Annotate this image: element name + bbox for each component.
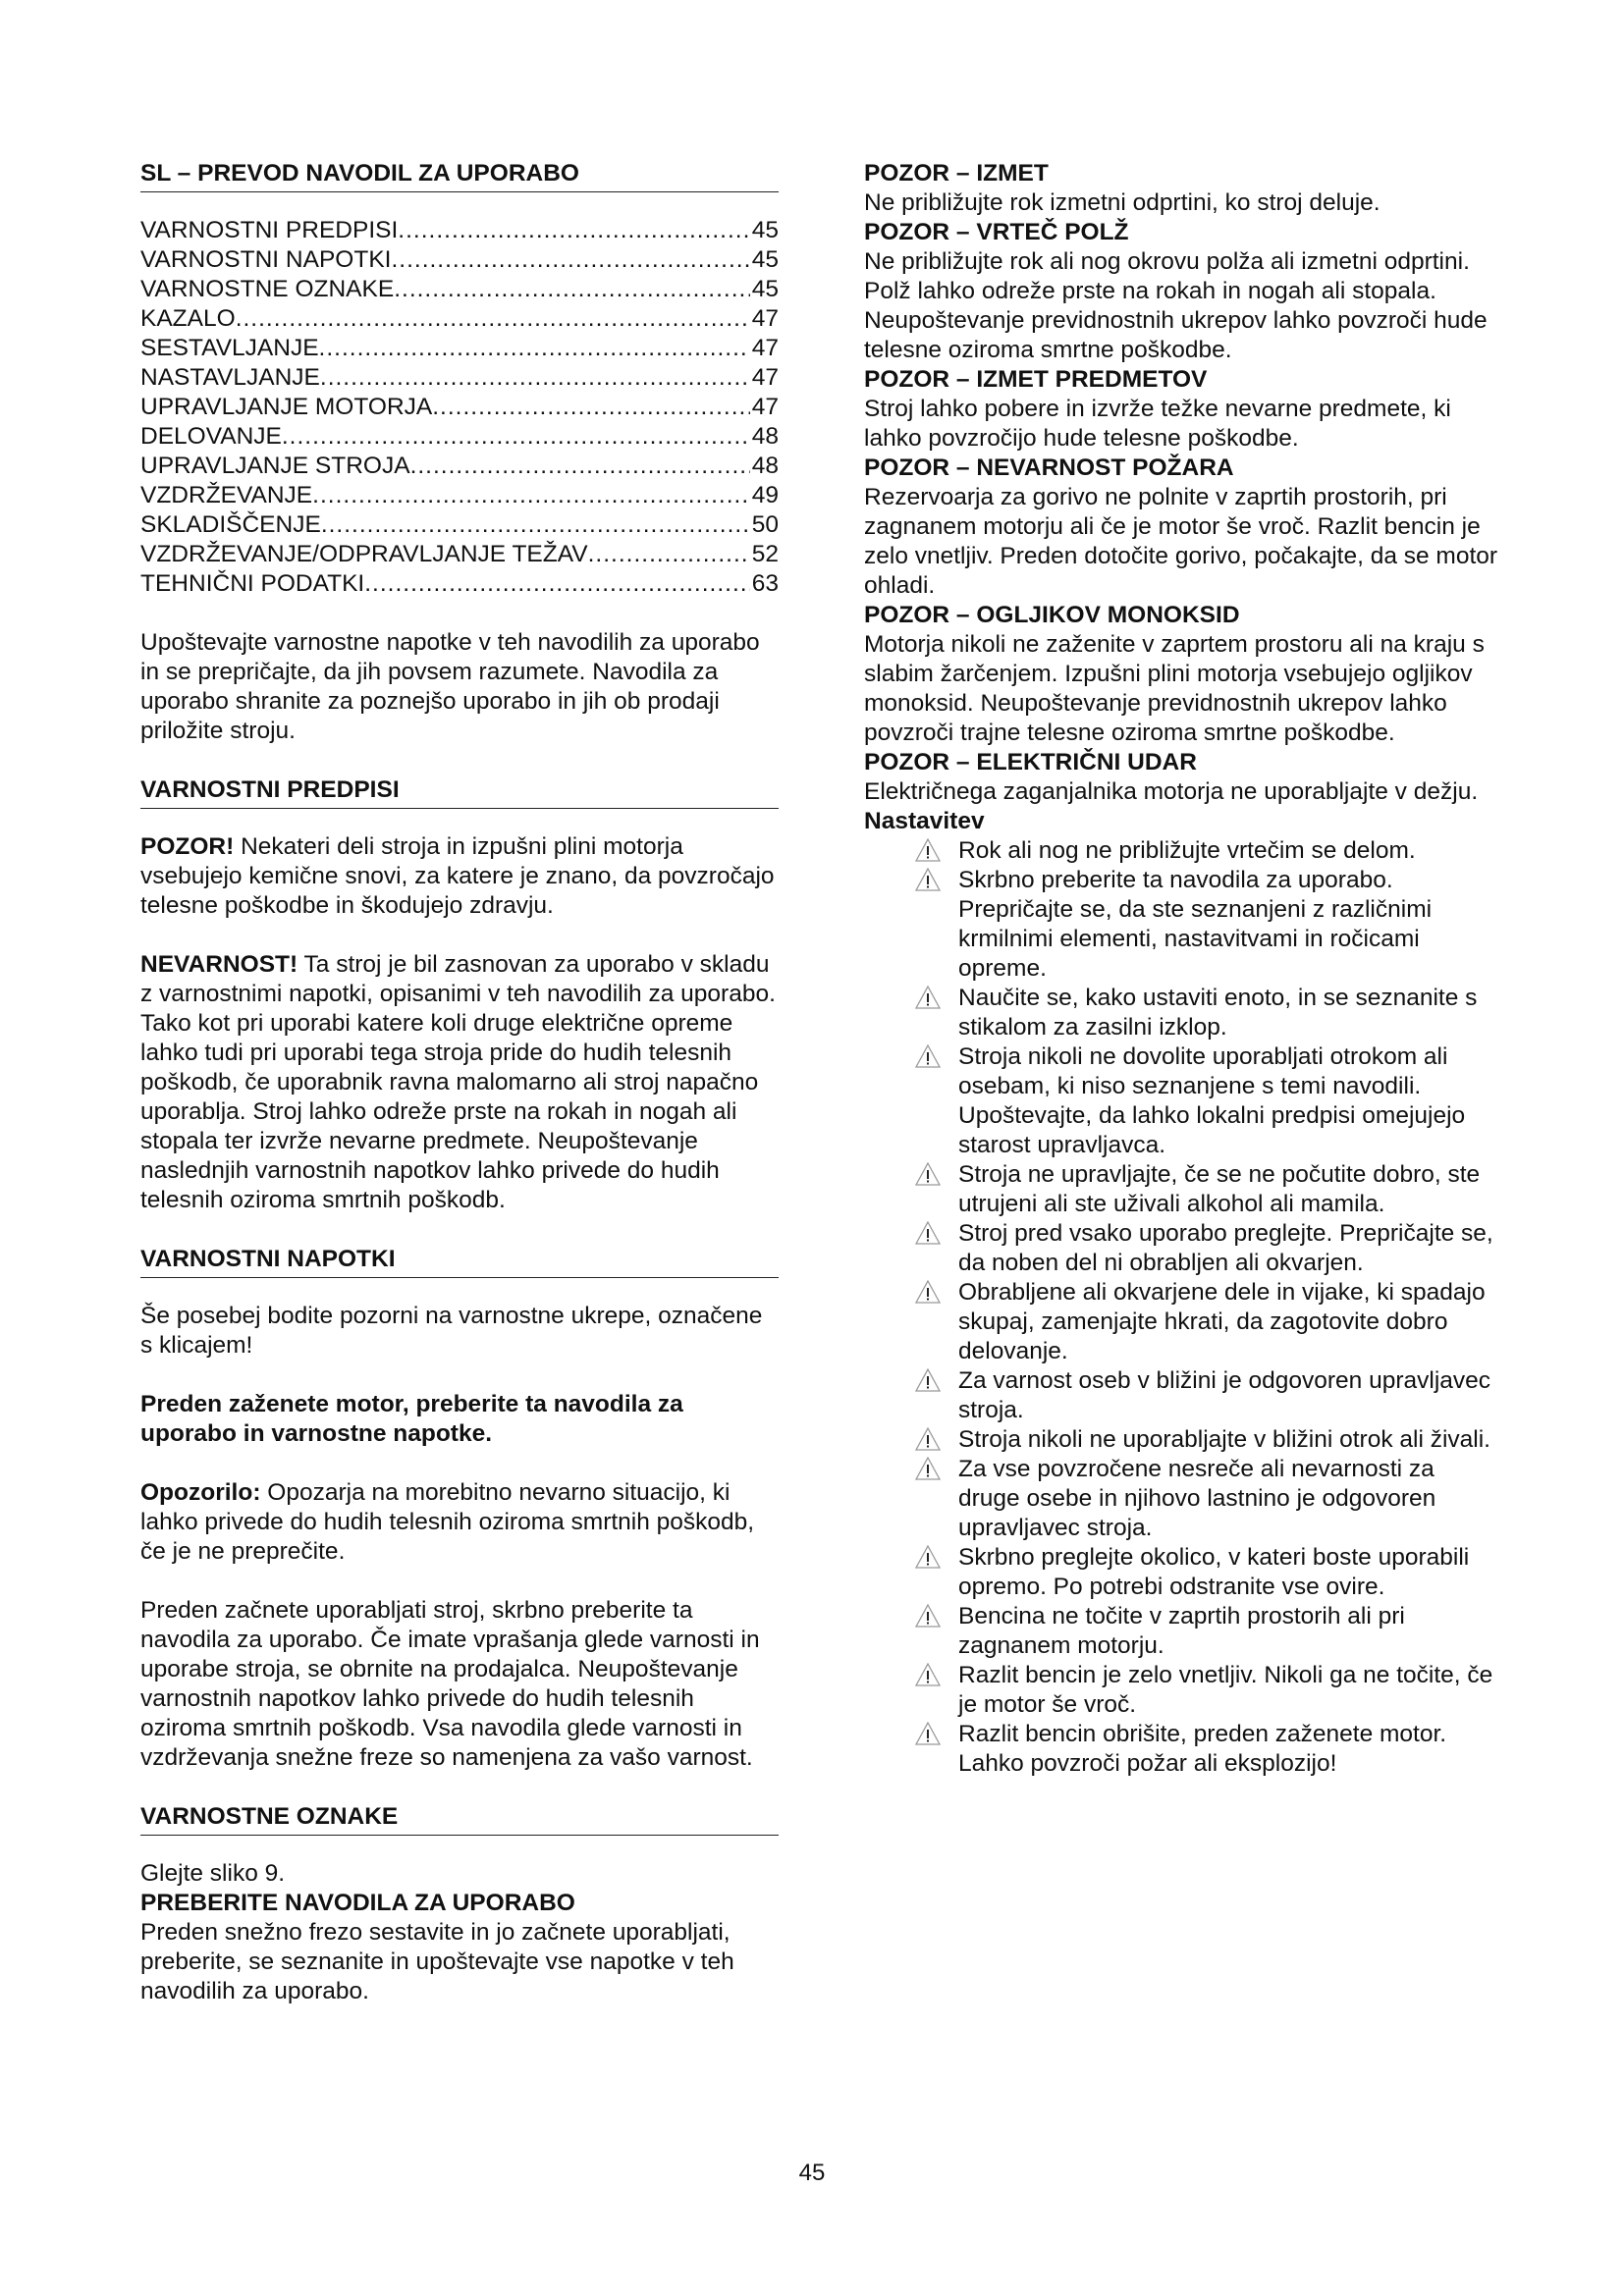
- list-item-text: Razlit bencin obrišite, preden zaženete motor. Lahko povzroči požar ali eksplozijo!: [958, 1721, 1447, 1777]
- list-item-text: Stroja nikoli ne uporabljajte v bližini otrok ali živali.: [958, 1426, 1490, 1453]
- list-item: [864, 984, 1502, 1042]
- paragraph: Opozorilo: Opozarja na morebitno nevarno situacijo, ki lahko privede do hudih telesnih oziroma smrtnih poškodb, če je ne preprečite.: [140, 1479, 755, 1565]
- section-heading-preberite-navodila: PREBERITE NAVODILA ZA UPORABO: [140, 1890, 575, 1916]
- list-item: [864, 1219, 1502, 1278]
- warning-triangle-icon: [915, 1221, 941, 1245]
- warning-triangle-icon: [915, 1457, 941, 1480]
- warning-triangle-icon: [915, 838, 941, 862]
- paragraph: Še posebej bodite pozorni na varnostne ukrepe, označene s klicajem!: [140, 1303, 763, 1359]
- list-item: [864, 1455, 1502, 1543]
- warning-text: Stroj lahko pobere in izvrže težke nevarne predmete, ki lahko povzročijo hude telesne poškodbe.: [864, 396, 1451, 452]
- list-item-text: Za varnost oseb v bližini je odgovoren upravljavec stroja.: [958, 1367, 1491, 1423]
- toc-item[interactable]: VZDRŽEVANJE ..... 49: [140, 481, 779, 510]
- warning-text: Rezervoarja za gorivo ne polnite v zaprtih prostorih, pri zagnanem motorju ali če je motor še vroč. Razlit bencin je zelo vnetljiv. Preden dotočite gorivo, počakajte, da se motor ohladi.: [864, 484, 1498, 599]
- table-of-contents: [140, 216, 779, 599]
- list-item: [864, 1366, 1502, 1425]
- warning-text: Motorja nikoli ne zaženite v zaprtem prostoru ali na kraju s slabim žarčenjem. Izpušni plini motorja vsebujejo ogljikov monoksid. Neupoštevanje previdnostnih ukrepov lahko povzroči trajne telesne oziroma smrtne poškodbe.: [864, 631, 1485, 746]
- toc-item[interactable]: DELOVANJE ..... 48: [140, 422, 779, 452]
- warning-text: Ne približujte rok ali nog okrovu polža ali izmetni odprtini. Polž lahko odreže prste na rokah in nogah ali stopala. Neupoštevanje previdnostnih ukrepov lahko povzroči hude telesne oziroma smrtne poškodbe.: [864, 248, 1488, 363]
- paragraph: Preden zaženete motor, preberite ta navodila za uporabo in varnostne napotke.: [140, 1391, 683, 1447]
- list-item: [864, 866, 1502, 984]
- warning-triangle-icon: [915, 1044, 941, 1068]
- list-item-text: Obrabljene ali okvarjene dele in vijake, ki spadajo skupaj, zamenjajte hkrati, da zagotovite dobro delovanje.: [958, 1279, 1486, 1364]
- toc-item[interactable]: NASTAVLJANJE ..... 47: [140, 363, 779, 393]
- list-item-text: Rok ali nog ne približujte vrtečim se delom.: [958, 837, 1416, 864]
- section-heading-varnostne-oznake: VARNOSTNE OZNAKE: [140, 1802, 779, 1836]
- section-heading-varnostni-predpisi: VARNOSTNI PREDPISI: [140, 775, 779, 809]
- list-item: [864, 836, 1502, 866]
- warning-triangle-icon: [915, 1427, 941, 1451]
- list-item-text: Skrbno preglejte okolico, v kateri boste uporabili opremo. Po potrebi odstranite vse ovire.: [958, 1544, 1470, 1600]
- warning-triangle-icon: [915, 1604, 941, 1628]
- warning-title: POZOR – IZMET: [864, 160, 1049, 187]
- toc-item[interactable]: UPRAVLJANJE MOTORJA ..... 47: [140, 393, 779, 422]
- paragraph: Glejte sliko 9.: [140, 1860, 286, 1887]
- safety-bullet-list: [864, 836, 1502, 1779]
- warning-triangle-icon: [915, 986, 941, 1009]
- page-number: 45: [798, 2160, 826, 2186]
- warning-title: POZOR – OGLJIKOV MONOKSID: [864, 602, 1240, 628]
- toc-item[interactable]: VZDRŽEVANJE/ODPRAVLJANJE TEŽAV ..... 52: [140, 540, 779, 569]
- paragraph: Preden začnete uporabljati stroj, skrbno preberite ta navodila za uporabo. Če imate vprašanja glede varnosti in uporabe stroja, se obrnite na prodajalca. Neupoštevanje varnostnih napotkov lahko privede do hudih telesnih oziroma smrtnih poškodb. Vsa navodila glede varnosti in vzdrževanja snežne freze so namenjena za vašo varnost.: [140, 1597, 760, 1771]
- warning-triangle-icon: [915, 1368, 941, 1392]
- toc-item[interactable]: UPRAVLJANJE STROJA ..... 48: [140, 452, 779, 481]
- paragraph: NEVARNOST! Ta stroj je bil zasnovan za uporabo v skladu z varnostnimi napotki, opisanimi v teh navodilih za uporabo. Tako kot pri uporabi katere koli druge električne opreme lahko tudi pri uporabi tega stroja pride do hudih telesnih poškodb, če uporabnik ravna malomarno ali stroj napačno uporablja. Stroj lahko odreže prste na rokah in nogah ali stopala ter izvrže nevarne predmete. Neupoštevanje naslednjih varnostnih napotkov lahko privede do hudih telesnih oziroma smrtnih poškodb.: [140, 951, 776, 1213]
- list-item: [864, 1661, 1502, 1720]
- document-title: SL – PREVOD NAVODIL ZA UPORABO: [140, 159, 779, 192]
- list-item-text: Razlit bencin je zelo vnetljiv. Nikoli ga ne točite, če je motor še vroč.: [958, 1662, 1493, 1718]
- warning-triangle-icon: [915, 1545, 941, 1569]
- list-item-text: Bencina ne točite v zaprtih prostorih ali pri zagnanem motorju.: [958, 1603, 1405, 1659]
- subheading-nastavitev: Nastavitev: [864, 808, 985, 834]
- warning-title: POZOR – VRTEČ POLŽ: [864, 219, 1129, 245]
- warning-title: POZOR – NEVARNOST POŽARA: [864, 454, 1234, 481]
- warning-triangle-icon: [915, 1663, 941, 1686]
- warning-triangle-icon: [915, 1722, 941, 1745]
- left-column: [140, 159, 779, 2006]
- toc-item[interactable]: VARNOSTNI PREDPISI ..... 45: [140, 216, 779, 245]
- toc-item[interactable]: TEHNIČNI PODATKI ..... 63: [140, 569, 779, 599]
- paragraph: Preden snežno frezo sestavite in jo začnete uporabljati, preberite, se seznanite in upoštevajte vse napotke v teh navodilih za uporabo.: [140, 1919, 734, 2004]
- toc-item[interactable]: VARNOSTNI NAPOTKI ..... 45: [140, 245, 779, 275]
- section-heading-varnostni-napotki: VARNOSTNI NAPOTKI: [140, 1245, 779, 1278]
- right-column: [864, 159, 1502, 1779]
- paragraph: POZOR! Nekateri deli stroja in izpušni plini motorja vsebujejo kemične snovi, za katere je znano, da povzročajo telesne poškodbe in škodujejo zdravju.: [140, 833, 775, 919]
- list-item: [864, 1425, 1502, 1455]
- intro-paragraph: Upoštevajte varnostne napotke v teh navodilih za uporabo in se prepričajte, da jih povsem razumete. Navodila za uporabo shranite za poznejšo uporabo in jih ob prodaji priložite stroju.: [140, 629, 760, 744]
- list-item: [864, 1602, 1502, 1661]
- list-item-text: Za vse povzročene nesreče ali nevarnosti za druge osebe in njihovo lastnino je odgovoren upravljavec stroja.: [958, 1456, 1436, 1541]
- warning-triangle-icon: [915, 1280, 941, 1304]
- warning-title: POZOR – ELEKTRIČNI UDAR: [864, 749, 1197, 775]
- list-item-text: Stroja ne upravljajte, če se ne počutite dobro, ste utrujeni ali ste uživali alkohol ali mamila.: [958, 1161, 1481, 1217]
- list-item: [864, 1543, 1502, 1602]
- warning-text: Ne približujte rok izmetni odprtini, ko stroj deluje.: [864, 189, 1380, 216]
- toc-item[interactable]: SKLADIŠČENJE ..... 50: [140, 510, 779, 540]
- toc-item[interactable]: KAZALO ..... 47: [140, 304, 779, 334]
- list-item-text: Naučite se, kako ustaviti enoto, in se seznanite s stikalom za zasilni izklop.: [958, 985, 1478, 1041]
- list-item-text: Stroj pred vsako uporabo preglejte. Prepričajte se, da noben del ni obrabljen ali okvarjen.: [958, 1220, 1493, 1276]
- warning-title: POZOR – IZMET PREDMETOV: [864, 366, 1208, 393]
- list-item: [864, 1042, 1502, 1160]
- toc-item[interactable]: SESTAVLJANJE ..... 47: [140, 334, 779, 363]
- list-item: [864, 1278, 1502, 1366]
- warning-triangle-icon: [915, 868, 941, 891]
- warning-text: Električnega zaganjalnika motorja ne uporabljajte v dežju.: [864, 778, 1479, 805]
- warning-triangle-icon: [915, 1162, 941, 1186]
- list-item: [864, 1720, 1502, 1779]
- list-item-text: Stroja nikoli ne dovolite uporabljati otrokom ali osebam, ki niso seznanjene s temi navodili. Upoštevajte, da lahko lokalni predpisi omejujejo starost upravljavca.: [958, 1043, 1466, 1158]
- list-item: [864, 1160, 1502, 1219]
- list-item-text: Skrbno preberite ta navodila za uporabo. Prepričajte se, da ste seznanjeni z različnimi krmilnimi elementi, nastavitvami in ročicami opreme.: [958, 867, 1433, 982]
- toc-item[interactable]: VARNOSTNE OZNAKE ..... 45: [140, 275, 779, 304]
